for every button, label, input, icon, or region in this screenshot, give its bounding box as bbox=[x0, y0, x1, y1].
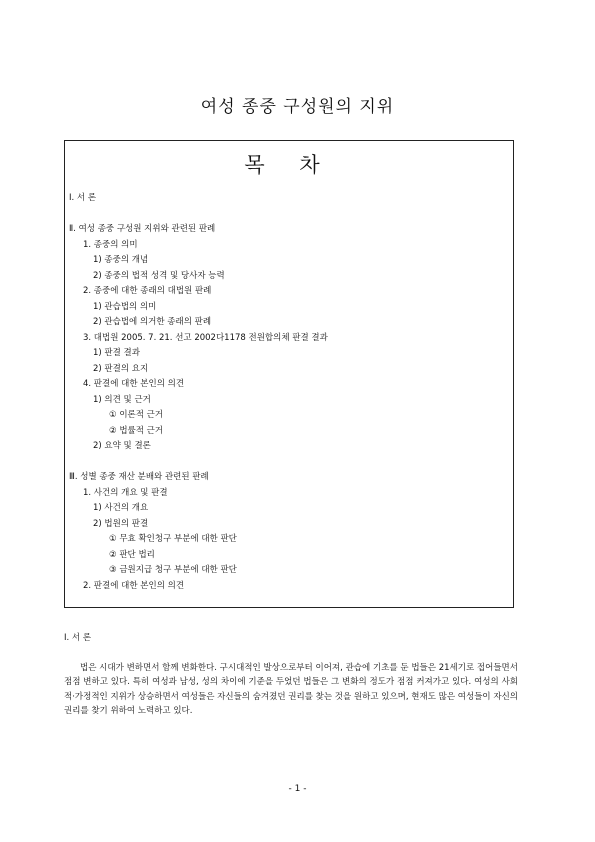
toc-entry: 2) 종중의 법적 성격 및 당사자 능력 bbox=[93, 270, 225, 281]
toc-entry: Ⅲ. 성별 종중 재산 분배와 관련된 판례 bbox=[69, 472, 209, 482]
document-title: 여성 종중 구성원의 지위 bbox=[200, 97, 395, 117]
toc-heading: 목 차 bbox=[244, 153, 334, 177]
toc-entry: 2) 관습법에 의거한 종래의 판례 bbox=[93, 317, 212, 327]
toc-entry: 2. 판결에 대한 본인의 의견 bbox=[83, 580, 185, 591]
toc-entry: 1) 사건의 개요 bbox=[93, 503, 149, 513]
toc-box bbox=[64, 140, 514, 608]
toc-entry: 4. 판결에 대한 본인의 의견 bbox=[83, 379, 185, 389]
toc-entry: 2) 요약 및 결론 bbox=[93, 441, 151, 451]
toc-entry: 1) 판결 결과 bbox=[93, 348, 140, 358]
toc-entry: 1. 종중의 의미 bbox=[83, 239, 138, 250]
toc-entry: 2) 판결의 요지 bbox=[93, 363, 149, 374]
section-heading: Ⅰ. 서 론 bbox=[64, 633, 92, 643]
toc-entry: ② 법률적 근거 bbox=[109, 425, 164, 436]
toc-entry: ① 무효 확인청구 부분에 대한 판단 bbox=[109, 534, 237, 544]
toc-entry: 2) 법원의 판결 bbox=[93, 518, 149, 529]
toc-entry: 1) 관습법의 의미 bbox=[93, 301, 157, 312]
toc-entry: 2. 종중에 대한 종래의 대법원 판례 bbox=[83, 286, 212, 296]
toc-entry: ① 이론적 근거 bbox=[109, 410, 164, 420]
toc-entry: ② 판단 법리 bbox=[109, 549, 155, 560]
intro-paragraph: 법은 시대가 변하면서 함께 변화한다. 구시대적인 발상으로부터 이어져, 관습에 기초를 둔 법들은 21세기로 접어들면서 점점 변하고 있다. 특히 여성과 남성, 성의 차이에 기준을 두었던 법들은 그 변화의 정도가 점점 커져가고 있다. 여성의 사회적·가정적인 지위가 상승하면서 여성들은 자신들의 숨겨졌던 권리를 찾는 것을 원하고 있으며, 현재도 많은 여성들이 자신의 권리를 찾기 위하여 노력하고 있다. bbox=[64, 663, 518, 717]
toc-entry: 1. 사건의 개요 및 판결 bbox=[83, 487, 168, 498]
toc-entry: Ⅱ. 여성 종중 구성원 지위와 관련된 판례 bbox=[69, 224, 216, 234]
toc-entry: Ⅰ. 서 론 bbox=[69, 193, 97, 203]
toc-entry: 1) 종중의 개념 bbox=[93, 255, 149, 265]
page-number: - 1 - bbox=[288, 784, 307, 794]
toc-entry: 1) 의견 및 근거 bbox=[93, 394, 151, 405]
toc-entry: 3. 대법원 2005. 7. 21. 선고 2002다1178 전원합의체 판결 결과 bbox=[83, 332, 328, 343]
toc-entry: ③ 금원지급 청구 부분에 대한 판단 bbox=[109, 565, 237, 575]
